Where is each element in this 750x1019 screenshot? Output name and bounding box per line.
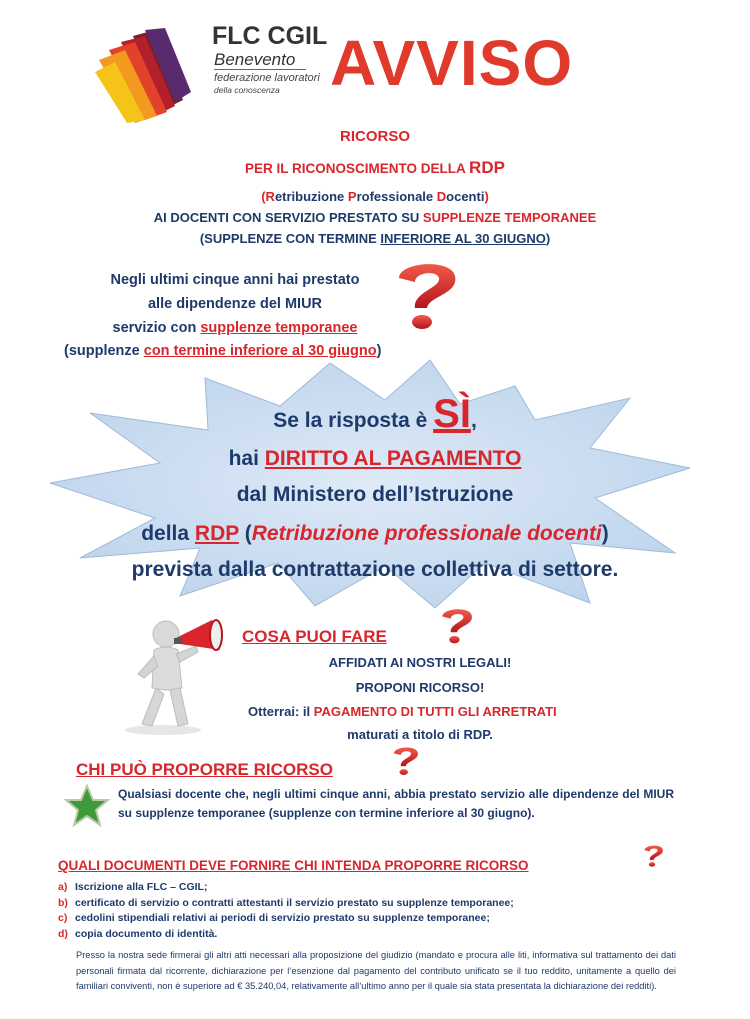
list-item: c) cedolini stipendiali relativi ai periodi di servizio prestato su supplenze temporanee; <box>58 912 490 924</box>
logo-city: Benevento <box>214 50 296 69</box>
header-supplenze: (SUPPLENZE CON TERMINE INFERIORE AL 30 GIUGNO) <box>199 231 551 246</box>
star-line2: hai DIRITTO AL PAGAMENTO <box>228 447 522 470</box>
cosa-line1: AFFIDATI AI NOSTRI LEGALI! <box>328 655 512 670</box>
header-docenti: AI DOCENTI CON SERVIZIO PRESTATO SU SUPPLENZE TEMPORANEE <box>153 210 597 225</box>
flc-cgil-logo-icon <box>95 28 205 123</box>
question-line3: servizio con supplenze temporanee <box>112 320 358 336</box>
documenti-note: Presso la nostra sede firmerai gli altri atti necessari alla proposizione del giudizio (mandato e procura alle liti, informativa sul trattamento dei dati personali firmata dal ricorrente, dichiarazione per l’esenzione dal pagamento del contributo unificato se il tuo reddito, unitamente a quello dei familiari conviventi, non è superiore ad € 35.240,04, relativamente all’ultimo anno per il quale sia stata presentata la dichiarazione dei redditi). <box>76 950 676 992</box>
question-line1: Negli ultimi cinque anni hai prestato <box>110 272 360 288</box>
cosa-heading: COSA PUOI FARE <box>242 627 387 646</box>
page-title: AVVISO <box>330 27 574 99</box>
logo-divider <box>214 69 306 70</box>
logo-federation-line2: della conoscenza <box>214 85 280 95</box>
cosa-line3: Otterrai: il PAGAMENTO DI TUTTI GLI ARRETRATI <box>248 704 557 719</box>
header-rdp-expansion: (Retribuzione Professionale Docenti) <box>261 189 489 204</box>
question-mark-icon <box>388 742 422 780</box>
cosa-line4: maturati a titolo di RDP. <box>347 727 493 742</box>
cosa-line2: PROPONI RICORSO! <box>355 680 485 695</box>
question-mark-icon <box>385 256 465 336</box>
header-ricorso: RICORSO <box>339 128 410 145</box>
logo-federation-line1: federazione lavoratori <box>214 72 320 84</box>
documenti-heading: QUALI DOCUMENTI DEVE FORNIRE CHI INTENDA PROPORRE RICORSO <box>58 858 529 873</box>
header-riconoscimento: PER IL RICONOSCIMENTO DELLA RDP <box>245 158 505 177</box>
list-item: b) certificato di servizio o contratti attestanti il servizio prestato su supplenze temporanee; <box>58 896 514 909</box>
chi-body: Qualsiasi docente che, negli ultimi cinque anni, abbia prestato servizio alle dipendenze del MIUR su supplenze temporanee (supplenze con termine inferiore al 30 giugno). <box>118 787 674 820</box>
star-line3: dal Ministero dell’Istruzione <box>236 483 514 506</box>
documenti-list <box>58 881 698 943</box>
question-mark-icon <box>435 605 477 647</box>
question-mark-icon <box>640 840 666 872</box>
chi-heading: CHI PUÒ PROPORRE RICORSO <box>76 760 333 779</box>
star-line1: Se la risposta è SÌ, <box>273 392 477 436</box>
megaphone-figure-icon <box>108 608 240 736</box>
logo-org-name: FLC CGIL <box>212 22 328 50</box>
star-line4: della RDP (Retribuzione professionale docenti) <box>141 522 609 545</box>
green-star-icon <box>64 784 110 828</box>
list-item: a) Iscrizione alla FLC – CGIL; <box>58 881 208 893</box>
question-line4: (supplenze con termine inferiore al 30 giugno) <box>64 343 382 359</box>
list-item: d) copia documento di identità. <box>58 927 218 940</box>
question-line2: alle dipendenze del MIUR <box>147 296 323 312</box>
star-line5: prevista dalla contrattazione collettiva di settore. <box>131 558 619 581</box>
